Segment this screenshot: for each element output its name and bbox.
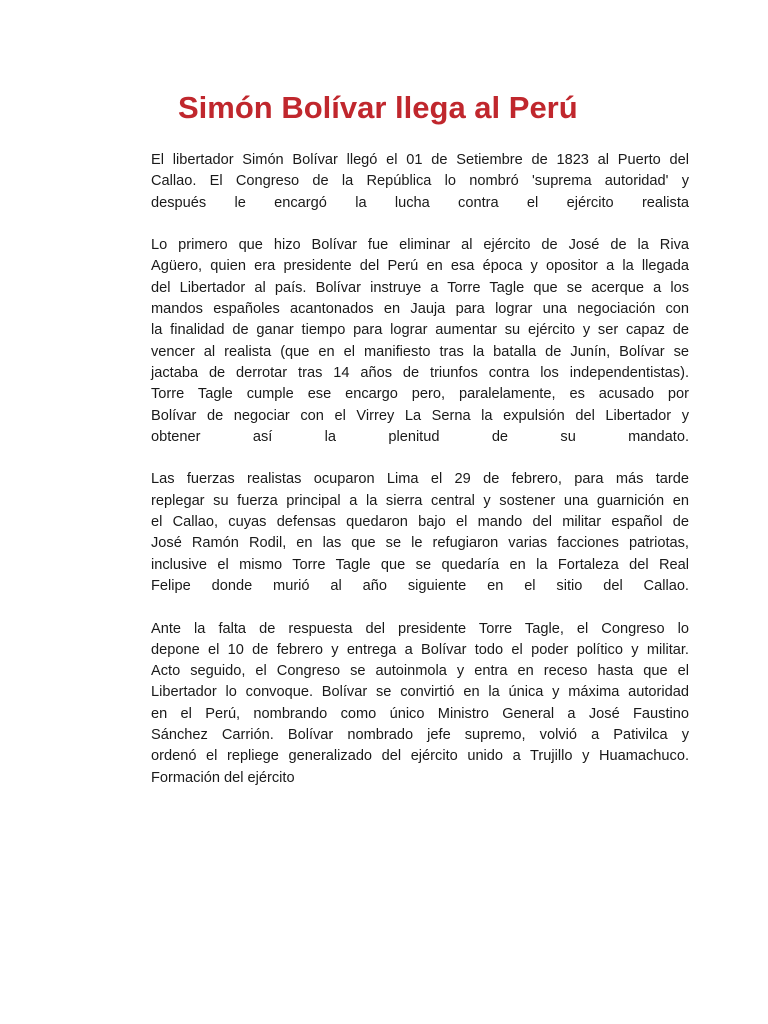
text-line: vencer al realista (que en el manifiesto tras la batalla de Junín, Bolívar se: [151, 343, 689, 360]
text-line: la finalidad de ganar tiempo para lograr aumentar su ejército y ser capaz de: [151, 322, 689, 339]
text-line: Felipe donde murió al año siguiente en el sitio del Callao.: [151, 577, 689, 594]
paragraph-2: [151, 235, 689, 448]
text-line: Libertador lo convoque. Bolívar se convirtió en la única y máxima autoridad: [151, 684, 689, 701]
text-line: Callao. El Congreso de la República lo nombró 'suprema autoridad' y: [151, 173, 689, 190]
text-line: del Libertador al país. Bolívar instruye a Torre Tagle que se acerque a los: [151, 279, 689, 296]
text-line: Lo primero que hizo Bolívar fue eliminar al ejército de José de la Riva: [151, 237, 689, 254]
text-line: Ante la falta de respuesta del presidente Torre Tagle, el Congreso lo: [151, 620, 689, 637]
text-line: Formación del ejército: [151, 769, 295, 786]
text-line: después le encargó la lucha contra el ejército realista: [151, 194, 689, 211]
paragraph-4: [151, 619, 689, 789]
text-line: en el Perú, nombrando como único Ministro General a José Faustino: [151, 705, 689, 722]
text-line: José Ramón Rodil, en las que se le refugiaron varias facciones patriotas,: [151, 535, 689, 552]
text-line: Torre Tagle cumple ese encargo pero, paralelamente, es acusado por: [151, 386, 689, 403]
text-line: depone el 10 de febrero y entrega a Bolívar todo el poder político y militar.: [151, 641, 689, 658]
text-line: ordenó el repliege generalizado del ejército unido a Trujillo y Huamachuco.: [151, 748, 689, 765]
document-title: Simón Bolívar llega al Perú: [178, 90, 578, 125]
text-line: mandos españoles acantonados en Jauja para lograr una negociación con: [151, 301, 689, 318]
text-line: Acto seguido, el Congreso se autoinmola y entra en receso hasta que el: [151, 663, 689, 680]
text-line: jactaba de derrotar tras 14 años de triunfos contra los independentistas).: [151, 364, 689, 381]
text-line: obtener así la plenitud de su mandato.: [151, 428, 689, 445]
text-line: Las fuerzas realistas ocuparon Lima el 29 de febrero, para más tarde: [151, 471, 689, 488]
text-line: Sánchez Carrión. Bolívar nombrado jefe supremo, volvió a Pativilca y: [151, 727, 689, 744]
paragraph-3: [151, 469, 689, 597]
text-line: inclusive el mismo Torre Tagle que se quedaría en la Fortaleza del Real: [151, 556, 689, 573]
text-line: el Callao, cuyas defensas quedaron bajo el mando del militar español de: [151, 514, 689, 531]
document-body: [151, 150, 689, 810]
text-line: Bolívar de negociar con el Virrey La Serna la expulsión del Libertador y: [151, 407, 689, 424]
text-line: Agüero, quien era presidente del Perú en esa época y opositor a la llegada: [151, 258, 689, 275]
paragraph-1: [151, 150, 689, 214]
text-line: replegar su fuerza principal a la sierra central y sostener una guarnición en: [151, 492, 689, 509]
text-line: El libertador Simón Bolívar llegó el 01 de Setiembre de 1823 al Puerto del: [151, 152, 689, 168]
